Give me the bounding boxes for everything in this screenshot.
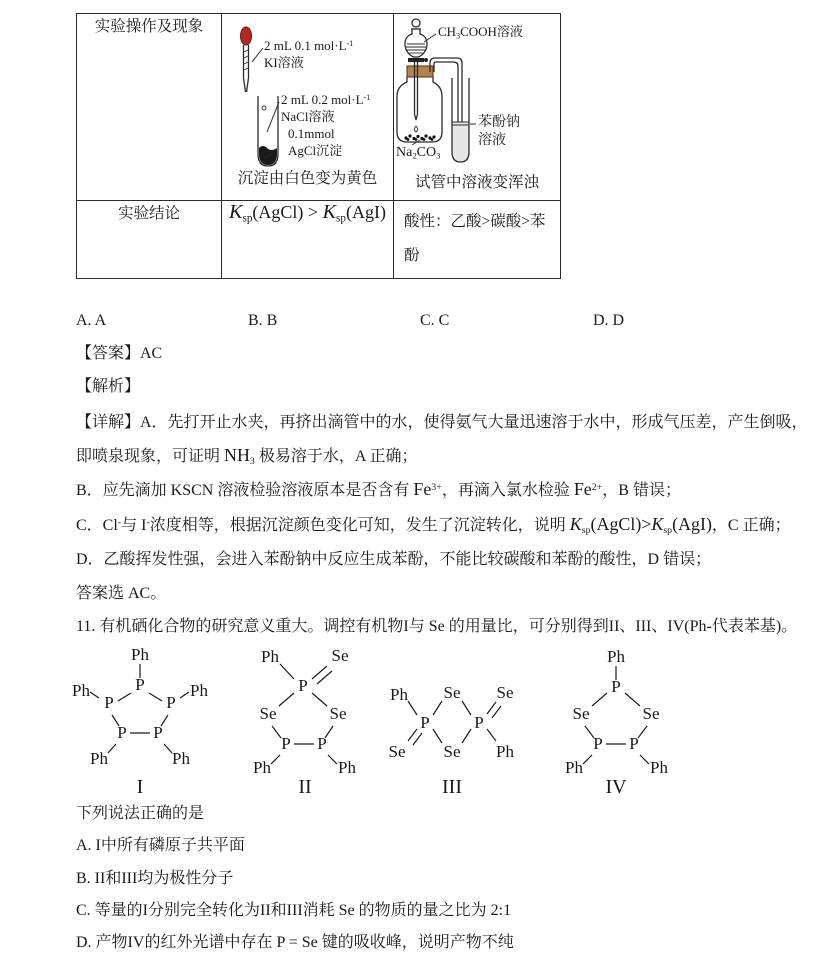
experiment-c-illustration [394, 14, 560, 191]
question11-prompt: 下列说法正确的是 [76, 805, 205, 822]
row1-header-cell [77, 14, 222, 201]
text-segment: B．应先滴加 KSCN 溶液检验溶液原本是否含有 [76, 482, 414, 499]
cork-stopper-icon [407, 66, 433, 77]
text-segment: - [117, 517, 122, 529]
text-segment: sp [581, 524, 591, 536]
explanation-line-2 [76, 443, 418, 467]
text-segment: sp [663, 524, 673, 536]
atom-label: Se [329, 704, 347, 723]
text-segment: - [146, 517, 150, 529]
question11-option-a: A. I中所有磷原子共平面 [76, 837, 245, 854]
atom-label: P [298, 676, 308, 695]
structure-II [230, 642, 380, 798]
text-segment: 浓度相等，根据沉淀颜色变化可知，发生了沉淀转化，说明 [149, 517, 570, 534]
text-segment: -1 [363, 92, 371, 102]
structure-I-diagram [65, 642, 215, 774]
atom-label: P [281, 734, 291, 753]
atom-label: Se [443, 742, 461, 761]
atom-label: Ph [253, 758, 271, 774]
structure-III-diagram [377, 642, 527, 774]
choice-c: C. C [420, 312, 450, 329]
atom-label: Ph [261, 647, 279, 666]
tube-solution-label: NaCl溶液 [281, 109, 335, 124]
atom-label: Se [443, 683, 461, 702]
row2-header-label: 实验结论 [117, 205, 180, 222]
text-segment: 2 mL 0.2 mol·L [281, 92, 364, 107]
atom-label: Ph [90, 749, 108, 768]
analysis-tag: 【解析】 [76, 378, 141, 395]
falling-drop-icon [414, 126, 417, 132]
phenolate-label-line1: 苯酚钠 [478, 115, 520, 130]
stopcock-icon [408, 58, 424, 62]
sodium-carbonate-label [396, 144, 440, 162]
atom-label: Ph [338, 758, 356, 774]
atom-label: P [153, 723, 163, 742]
text-segment: (AgI) [345, 202, 386, 222]
experiment-b-illustration [222, 14, 393, 187]
text-segment: 即喷泉现象，可证明 [76, 448, 225, 465]
experiment-c-caption: 试管中溶液变浑浊 [414, 174, 539, 191]
atom-label: P [166, 693, 176, 712]
atom-label: Ph [565, 758, 583, 774]
acidity-conclusion: 酸性：乙酸>碳酸>苯酚 [404, 213, 546, 264]
acetic-acid-label [438, 24, 523, 41]
explanation-line-3 [76, 477, 681, 500]
experiment-b-cell [222, 14, 394, 201]
structure-III-numeral: III [442, 776, 462, 798]
structure-IV-diagram [541, 642, 691, 774]
structure-I-numeral: I [136, 776, 144, 798]
atom-label: Se [572, 704, 590, 723]
text-segment: COOH溶液 [460, 24, 523, 39]
structure-IV-numeral: IV [605, 776, 627, 798]
table-row [77, 14, 561, 201]
tube-mmol-label: 0.1mmol [288, 126, 335, 141]
text-segment: ，再滴入氯水检验 [441, 482, 574, 499]
atom-label: Ph [650, 758, 668, 774]
text-segment: NH [224, 445, 250, 465]
question11-stem: 11. 有机硒化合物的研究意义重大。调控有机物I与 Se 的用量比，可分别得到II、III、IV(Ph-代表苯基)。 [76, 618, 798, 635]
text-segment: sp [336, 212, 346, 225]
text-segment: (AgCl)> [590, 514, 652, 534]
text-segment: ，B 错误； [602, 482, 681, 499]
row1-header-label: 实验操作及现象 [94, 18, 204, 35]
text-segment: 3 [436, 150, 441, 161]
atom-label: P [629, 734, 639, 753]
text-segment: 3 [249, 455, 255, 467]
structure-III [377, 642, 527, 798]
funnel-stopper-icon [412, 19, 420, 27]
text-segment: 与 I [121, 517, 147, 534]
text-segment: 2 mL 0.1 mol·L [264, 38, 347, 53]
atom-label: Ph [172, 749, 190, 768]
text-segment: 3 [456, 31, 461, 41]
phenolate-label-line2: 溶液 [478, 133, 506, 148]
text-segment: Fe [573, 479, 592, 499]
text-segment: 极易溶于水，A 正确； [254, 448, 418, 465]
text-segment: 2 [412, 150, 417, 161]
atom-label: P [135, 675, 145, 694]
experiment-table [76, 13, 561, 279]
text-segment: -1 [346, 38, 354, 48]
flask-icon [397, 77, 442, 142]
choice-d: D. D [593, 312, 625, 329]
text-segment: Na [396, 145, 413, 160]
experiment-b-caption: 沉淀由白色变为黄色 [237, 170, 378, 187]
question11-option-b: B. II和III均为极性分子 [76, 870, 234, 887]
precipitate-label: AgCl沉淀 [288, 143, 343, 158]
text-segment: (AgCl) > [252, 202, 323, 222]
choice-b: B. B [248, 312, 278, 329]
text-segment: 3+ [431, 482, 442, 494]
phenolate-liquid-icon [452, 122, 469, 162]
text-segment: CH [438, 24, 457, 39]
text-segment: K [322, 201, 337, 223]
atom-label: Ph [607, 647, 625, 666]
atom-label: Ph [72, 681, 90, 700]
atom-label: Se [388, 742, 406, 761]
atom-label: P [593, 734, 603, 753]
experiment-c-cell [394, 14, 561, 201]
text-segment: K [651, 514, 664, 534]
text-segment: K [229, 201, 243, 223]
conclusion-c-cell [394, 201, 561, 279]
text-segment: sp [242, 212, 253, 225]
text-segment: ，C 正确； [711, 517, 791, 534]
dropper-amount-label [264, 38, 353, 54]
table-row [77, 201, 561, 279]
structure-II-diagram [230, 642, 380, 774]
text-segment: (AgI) [672, 514, 712, 534]
structure-IV [541, 642, 691, 798]
text-segment: C．Cl [76, 517, 118, 534]
atom-label: Se [331, 646, 349, 665]
explanation-line-1: 【详解】A．先打开止水夹，再挤出滴管中的水，使得氨气大量迅速溶于水中，形成气压差，产生倒吸， [76, 414, 808, 431]
text-segment: CO [416, 145, 437, 160]
atom-label: P [117, 723, 127, 742]
atom-label: P [104, 693, 114, 712]
atom-label: P [420, 713, 430, 732]
explanation-line-5: D．乙酸挥发性强，会进入苯酚钠中反应生成苯酚，不能比较碳酸和苯酚的酸性，D 错误； [76, 551, 712, 568]
ksp-formula [222, 201, 393, 224]
question11-option-c: C. 等量的I分别完全转化为II和III消耗 Se 的物质的量之比为 2:1 [76, 902, 512, 919]
conclusion-b-cell [222, 201, 394, 279]
atom-label: Se [259, 704, 277, 723]
text-segment: 2+ [591, 482, 603, 494]
choice-a: A. A [76, 312, 107, 329]
tube-amount-label [281, 92, 370, 108]
atom-label: Se [496, 683, 514, 702]
structure-I [65, 642, 215, 798]
row2-header-cell [77, 201, 222, 279]
structure-II-numeral: II [298, 776, 312, 798]
atom-label: P [317, 734, 327, 753]
atom-label: P [611, 677, 621, 696]
text-segment: Fe [413, 479, 432, 499]
dropper-bulb-icon [241, 27, 252, 45]
text-segment: K [569, 514, 582, 534]
explanation-line-4 [76, 512, 791, 536]
atom-label: Ph [390, 685, 408, 704]
answer-select-line: 答案选 AC。 [76, 585, 167, 602]
atom-label: Ph [190, 681, 208, 700]
atom-label: Se [642, 704, 660, 723]
atom-label: Ph [131, 645, 149, 664]
atom-label: P [474, 713, 484, 732]
droplet-icon [262, 106, 266, 110]
answer-line: 【答案】AC [76, 345, 163, 362]
solid-granules-icon [404, 134, 435, 141]
dropper-solution-label: KI溶液 [264, 55, 304, 70]
atom-label: Ph [496, 742, 514, 761]
question11-option-d: D. 产物IV的红外光谱中存在 P = Se 键的吸收峰，说明产物不纯 [76, 934, 514, 951]
